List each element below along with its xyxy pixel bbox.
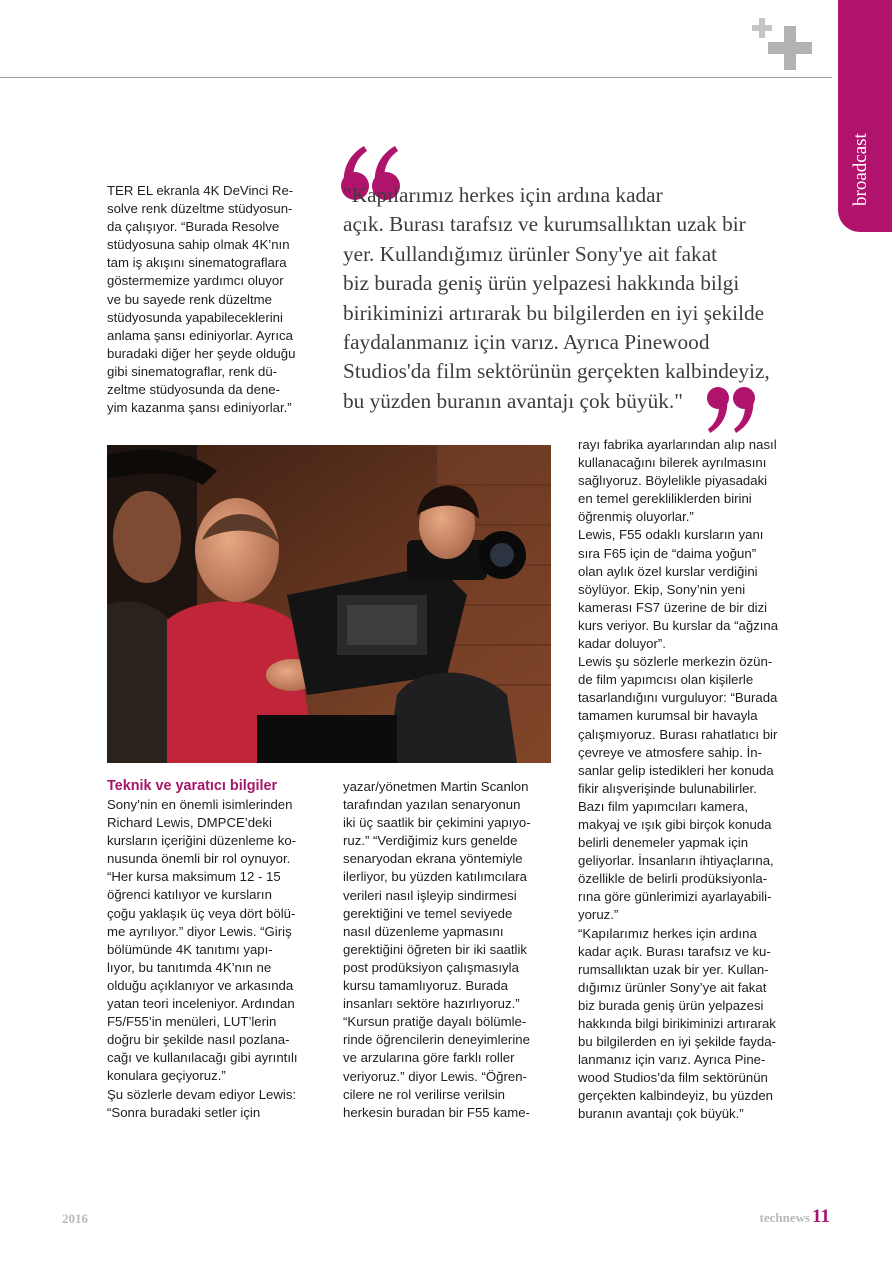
intro-paragraph: TER EL ekranla 4K DeVinci Re- solve renk düzeltme stüdyosun- da çalışıyor. “Burada Resolve stüdyosuna sahip olmak 4K’nın tam iş akışını sinematograflara göstermemize yardımcı oluyor ve bu sayede renk düzeltme stüdyosunda yapabileceklerini anlama şansı ediniyorlar. Ayrıca buradaki diğer her şeyde olduğu gibi sinematograflar, renk dü- zeltme stüdyosunda da dene- yim kazanma şansı ediniyorlar.”: [107, 183, 296, 416]
body-column-1: Sony’nin en önemli isimlerinden Richard Lewis, DMPCE’deki kursların içeriğini düzenleme ko- nusunda önemli bir rol oynuyor. “Her kursa maksimum 12 - 15 öğrenci katılıyor ve kursların çoğu yaklaşık üç veya dört bölü- me ayrılıyor.” diyor Lewis. “Giriş bölümünde 4K tanıtımı yapı- lıyor, bu tanıtımda 4K’nın ne olduğu açıklanıyor ve arkasında yatan teori inceleniyor. Ardından F5/F55’in menüleri, LUT’lerin doğru bir şekilde nasıl pozlana- cağı ve kullanılacağı gibi ayrıntılı konulara geçiyoruz.” Şu sözlerle devam ediyor Lewis: “Sonra buradaki setler için: [107, 797, 298, 1120]
body-column-2: yazar/yönetmen Martin Scanlon tarafından yazılan senaryonun iki üç saatlik bir çekimini yapıyo- ruz.” “Verdiğimiz kurs genelde senaryodan ekrana yöntemiyle ilerliyor, bu yüzden katılımcılara verileri nasıl işleyip sindirmesi gerektiğini ve temel seviyede nasıl düzenleme yapmasını gerektiğini öğreten bir iki saatlik post prodüksiyon çalışmasıyla kursu tamamlıyoruz. Burada insanları sektöre hazırlıyoruz.” “Kursun pratiğe dayalı bölümle- rinde öğrencilerin deneyimlerine ve arzularına göre farklı roller veriyoruz.” diyor Lewis. “Öğren- cilere ne rol verilirse verilsin herkesin buradan bir F55 kame-: [343, 779, 531, 1120]
publication-name: technews: [759, 1210, 811, 1225]
plus-icons: [750, 18, 814, 70]
close-quote-icon: [706, 386, 758, 436]
body-column-3: rayı fabrika ayarlarından alıp nasıl kullanacağını bilerek ayrılmasını sağlıyoruz. Böylelikle piyasadaki en temel gerekliliklerden birini öğrenmiş oluyorlar.” Lewis, F55 odaklı kursların yanı sıra F65 için de “daima yoğun” olan aylık özel kurslar verdiğini söylüyor. Ekip, Sony’nin yeni kamerası FS7 üzerine de bir dizi kurs veriyor. Bu kurslar da “ağzına kadar doluyor”. Lewis şu sözlerle merkezin özün- de film yapımcısı olan kişilerle tasarlandığını vurguluyor: “Burada tamamen kurumsal bir havayla çalışmıyoruz. Burası rahatlatıcı bir çevreye ve atmosfere sahip. İn- sanlar gelip istedikleri her konuda fikir alışverişinde bulunabilirler. Bazı film yapımcıları kamera, makyaj ve ışık gibi birçok konuda belirli denemeler yapmak için geliyorlar. İnsanların ihtiyaçlarına, özellikle de belirli prodüksiyonla- rına göre günlerimizi ayarlayabili- yoruz.” “Kapılarımız herkes için ardına kadar açık. Burası tarafsız ve ku- rumsallıktan uzak bir yer. Kullan- dığımız ürünler Sony’ye ait fakat biz burada geniş ürün yelpazesi hakkında bilgi birikiminizi artırarak bu bilgilerden en iyi şekilde fayda- lanmanız için varız. Ayrıca Pine- wood Studios’da film sektörünün gerçekten kalbindeyiz, bu yüzden buranın avantajı çok büyük.”: [578, 437, 779, 1122]
section-tab-label: broadcast: [850, 133, 871, 206]
camera-crew-photo: [107, 445, 551, 763]
pull-quote: "Kapılarımız herkes için ardına kadar açık. Burası tarafsız ve kurumsallıktan uzak bir yer. Kullandığımız ürünler Sony'ye ait fakat biz burada geniş ürün yelpazesi hakkında bilgi birikiminizi artırarak bu bilgilerden en iyi şekilde faydalanmanız için varız. Ayrıca Pinewood Studios'da film sektörünün gerçekten kalbindeyiz, bu yüzden buranın avantajı çok büyük.": [343, 183, 770, 413]
footer-publication: [760, 1206, 831, 1228]
footer-year: 2016: [62, 1211, 88, 1226]
header-rule: [0, 77, 832, 78]
page-number: 11: [812, 1206, 830, 1227]
section-heading: Teknik ve yaratıcı bilgiler: [107, 778, 278, 794]
